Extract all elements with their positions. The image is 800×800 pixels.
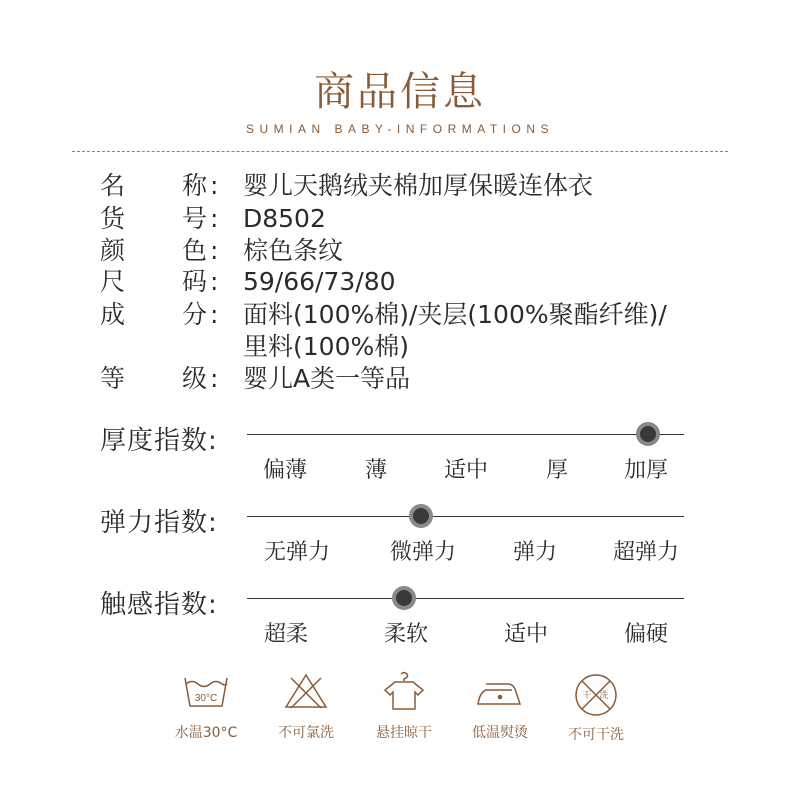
care-label: 不可氯洗 <box>278 725 334 741</box>
touch-option: 柔软 <box>383 622 429 647</box>
thickness-option: 厚 <box>545 458 569 483</box>
info-colon: : <box>210 364 219 393</box>
info-key-char: 分 <box>182 300 208 329</box>
low-iron-icon <box>472 670 528 712</box>
info-value: 婴儿天鹅绒夹棉加厚保暖连体衣 <box>243 171 594 200</box>
thickness-option: 适中 <box>443 458 489 483</box>
wash-30-icon <box>181 670 231 712</box>
touch-option: 适中 <box>503 622 549 647</box>
info-colon: : <box>210 171 219 200</box>
touch-scale-line <box>247 598 684 599</box>
dashed-divider <box>72 151 728 152</box>
thickness-scale-line <box>247 434 684 435</box>
info-key-char: 码 <box>182 267 208 296</box>
info-colon: : <box>210 204 219 233</box>
info-key-char: 尺 <box>100 267 126 296</box>
dry-clean-char: 干 <box>582 691 592 701</box>
care-item-no-dry-clean <box>546 670 646 744</box>
info-colon: : <box>210 300 219 329</box>
touch-option: 超柔 <box>263 622 309 647</box>
elasticity-option: 微弹力 <box>389 540 457 565</box>
thickness-option: 薄 <box>364 458 388 483</box>
info-value-continued: 里料(100%棉) <box>243 332 409 361</box>
info-key-char: 号 <box>182 204 208 233</box>
info-key-char: 货 <box>100 204 126 233</box>
thickness-indicator-knob <box>636 422 660 446</box>
hang-dry-icon <box>379 670 429 712</box>
thickness-option: 偏薄 <box>262 458 308 483</box>
elasticity-option: 超弹力 <box>612 540 680 565</box>
care-item-low-iron <box>450 670 550 742</box>
care-item-no-bleach <box>256 670 356 742</box>
info-value: 59/66/73/80 <box>243 267 396 296</box>
thickness-option: 加厚 <box>623 458 669 483</box>
dry-clean-char: 洗 <box>599 691 609 701</box>
info-value: 面料(100%棉)/夹层(100%聚酯纤维)/ <box>243 300 667 329</box>
care-label: 不可干洗 <box>568 727 624 743</box>
info-value: 棕色条纹 <box>243 236 344 265</box>
info-key-char: 色 <box>182 236 208 265</box>
info-key-char: 颜 <box>100 236 126 265</box>
elasticity-scale-line <box>247 516 684 517</box>
wash-temp-text: 30°C <box>194 693 218 704</box>
info-key-char: 名 <box>100 171 126 200</box>
care-label: 低温熨烫 <box>472 725 528 741</box>
elasticity-indicator-knob <box>409 504 433 528</box>
page-title: 商品信息 <box>314 69 486 115</box>
no-bleach-icon <box>281 670 331 712</box>
elasticity-option: 无弹力 <box>263 540 331 565</box>
info-key-char: 等 <box>100 364 126 393</box>
touch-index-label: 触感指数: <box>100 590 218 620</box>
care-label: 水温30°C <box>174 725 238 741</box>
page-subtitle: SUMIAN BABY-INFORMATIONS <box>245 122 555 136</box>
care-item-wash <box>156 670 256 742</box>
thickness-index-label: 厚度指数: <box>100 426 218 456</box>
touch-option: 偏硬 <box>623 622 669 647</box>
elasticity-option: 弹力 <box>512 540 558 565</box>
elasticity-index-label: 弹力指数: <box>100 508 218 538</box>
no-dry-clean-icon <box>571 670 621 720</box>
care-label: 悬挂晾干 <box>376 725 432 741</box>
info-value: D8502 <box>243 204 326 233</box>
info-colon: : <box>210 267 219 296</box>
touch-indicator-knob <box>392 586 416 610</box>
info-colon: : <box>210 236 219 265</box>
info-key-char: 称 <box>182 171 208 200</box>
info-key-char: 成 <box>100 300 126 329</box>
info-key-char: 级 <box>182 364 208 393</box>
care-item-hang-dry <box>354 670 454 742</box>
info-value: 婴儿A类一等品 <box>243 364 411 393</box>
